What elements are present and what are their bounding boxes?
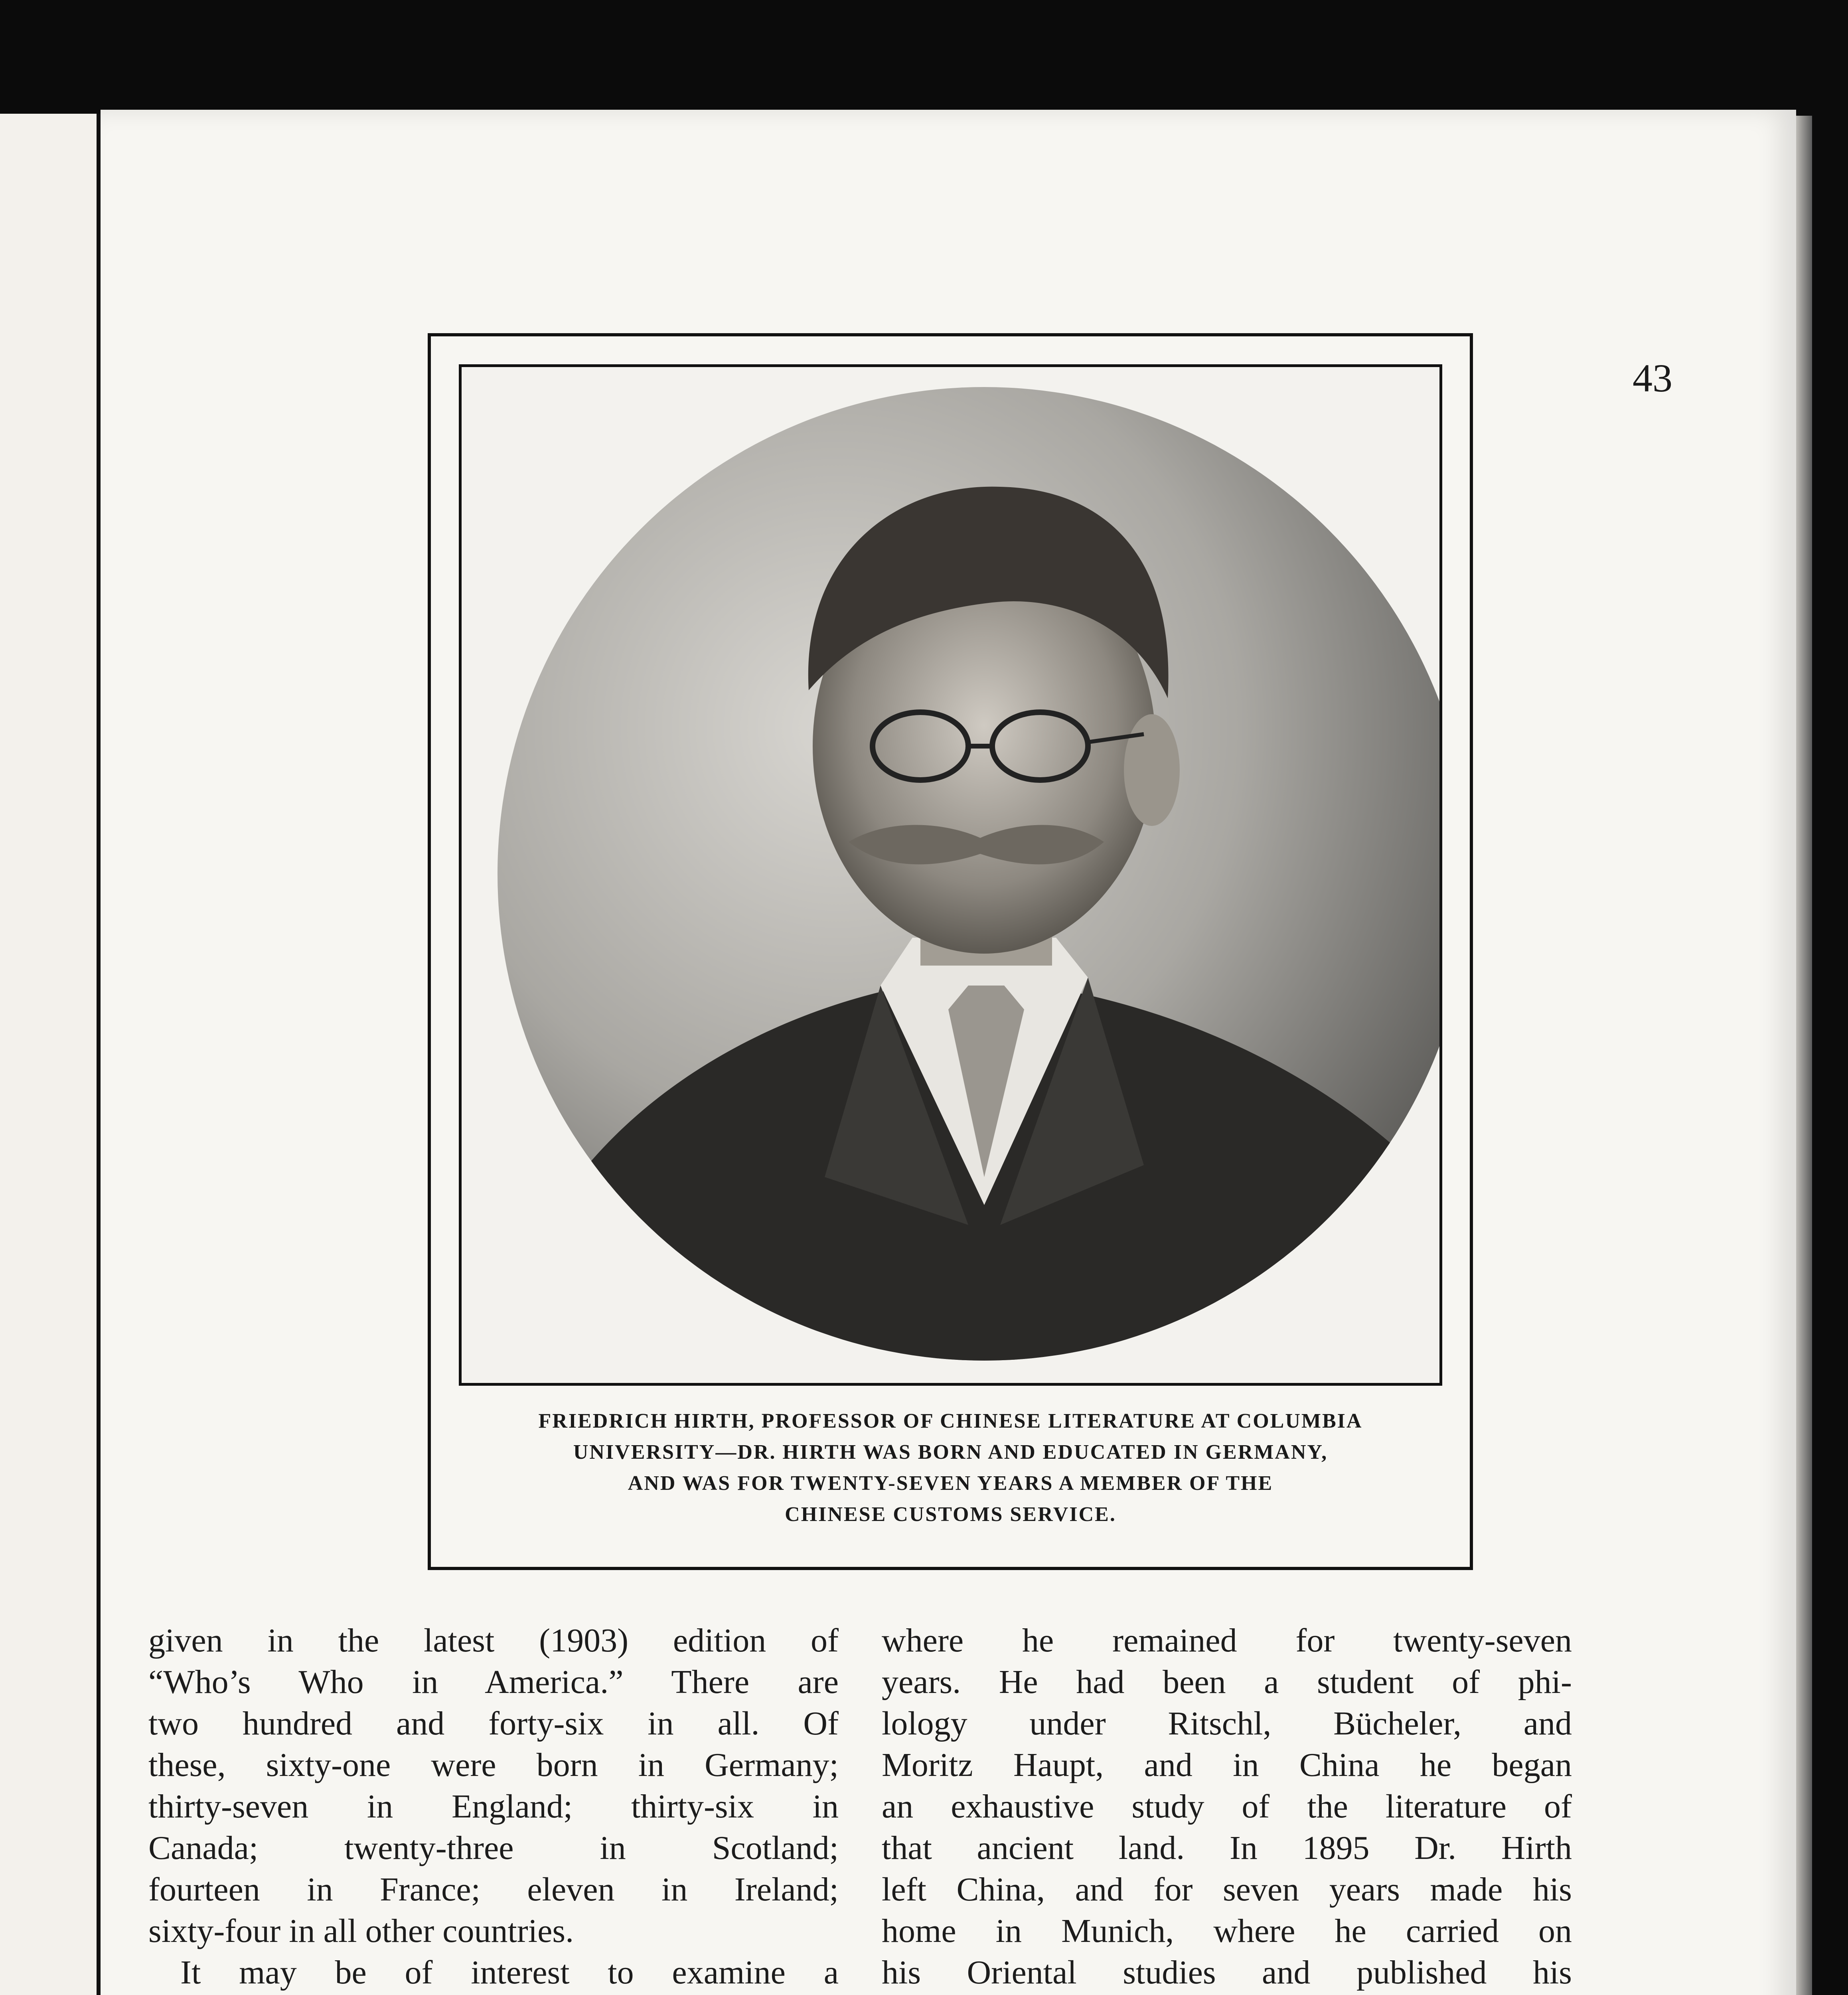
caption-line: CHINESE CUSTOMS SERVICE. [785,1503,1116,1526]
portrait-frame [459,364,1442,1386]
facing-page-edge [0,114,102,1995]
caption-line: AND WAS FOR TWENTY-SEVEN YEARS A MEMBER OF THE [628,1472,1273,1495]
text-line: home in Munich, where he carried on [882,1912,1572,1950]
text-line: two hundred and forty-six in all. Of [148,1705,839,1742]
text-line: fourteen in France; eleven in Ireland; [148,1871,839,1908]
text-line [882,1993,1572,1995]
text-line: sixty-four in all other countries. [148,1912,574,1950]
text-line: Canada; twenty-three in Scotland; [148,1829,839,1867]
caption-line: UNIVERSITY—DR. HIRTH WAS BORN AND EDUCATED IN GERMANY, [573,1441,1328,1464]
text-line: thirty-seven in England; thirty-six in [148,1788,839,1825]
right-text-column [882,1620,1572,1995]
text-line: It may be of interest to examine a [180,1954,839,1991]
text-line: lology under Ritschl, Bücheler, and [882,1705,1572,1742]
text-line: “Who’s Who in America.” There are [148,1663,839,1701]
text-line: an exhaustive study of the literature of [882,1788,1572,1825]
text-line: years. He had been a student of phi- [882,1663,1572,1701]
portrait-photo [498,387,1442,1361]
page-edge-shadow [1796,116,1812,1995]
text-line: left China, and for seven years made his [882,1871,1572,1908]
text-line: his Oriental studies and published his [882,1954,1572,1991]
left-text-column [148,1620,839,1995]
text-line: these, sixty-one were born in Germany; [148,1746,839,1784]
running-head [101,245,1796,400]
text-line: that ancient land. In 1895 Dr. Hirth [882,1829,1572,1867]
caption-line: FRIEDRICH HIRTH, PROFESSOR OF CHINESE LITERATURE AT COLUMBIA [538,1410,1363,1432]
paragraph [148,1620,839,1952]
paragraph [148,1952,839,1995]
page-number: 43 [1633,356,1672,400]
text-line: Moritz Haupt, and in China he began [882,1746,1572,1784]
paragraph [882,1620,1572,1995]
text-line [148,1993,839,1995]
text-line: where he remained for twenty-seven [882,1622,1572,1659]
text-line: given in the latest (1903) edition of [148,1622,839,1659]
portrait-caption [459,1406,1442,1530]
portrait-image [498,387,1442,1361]
portrait-plate [428,333,1473,1570]
